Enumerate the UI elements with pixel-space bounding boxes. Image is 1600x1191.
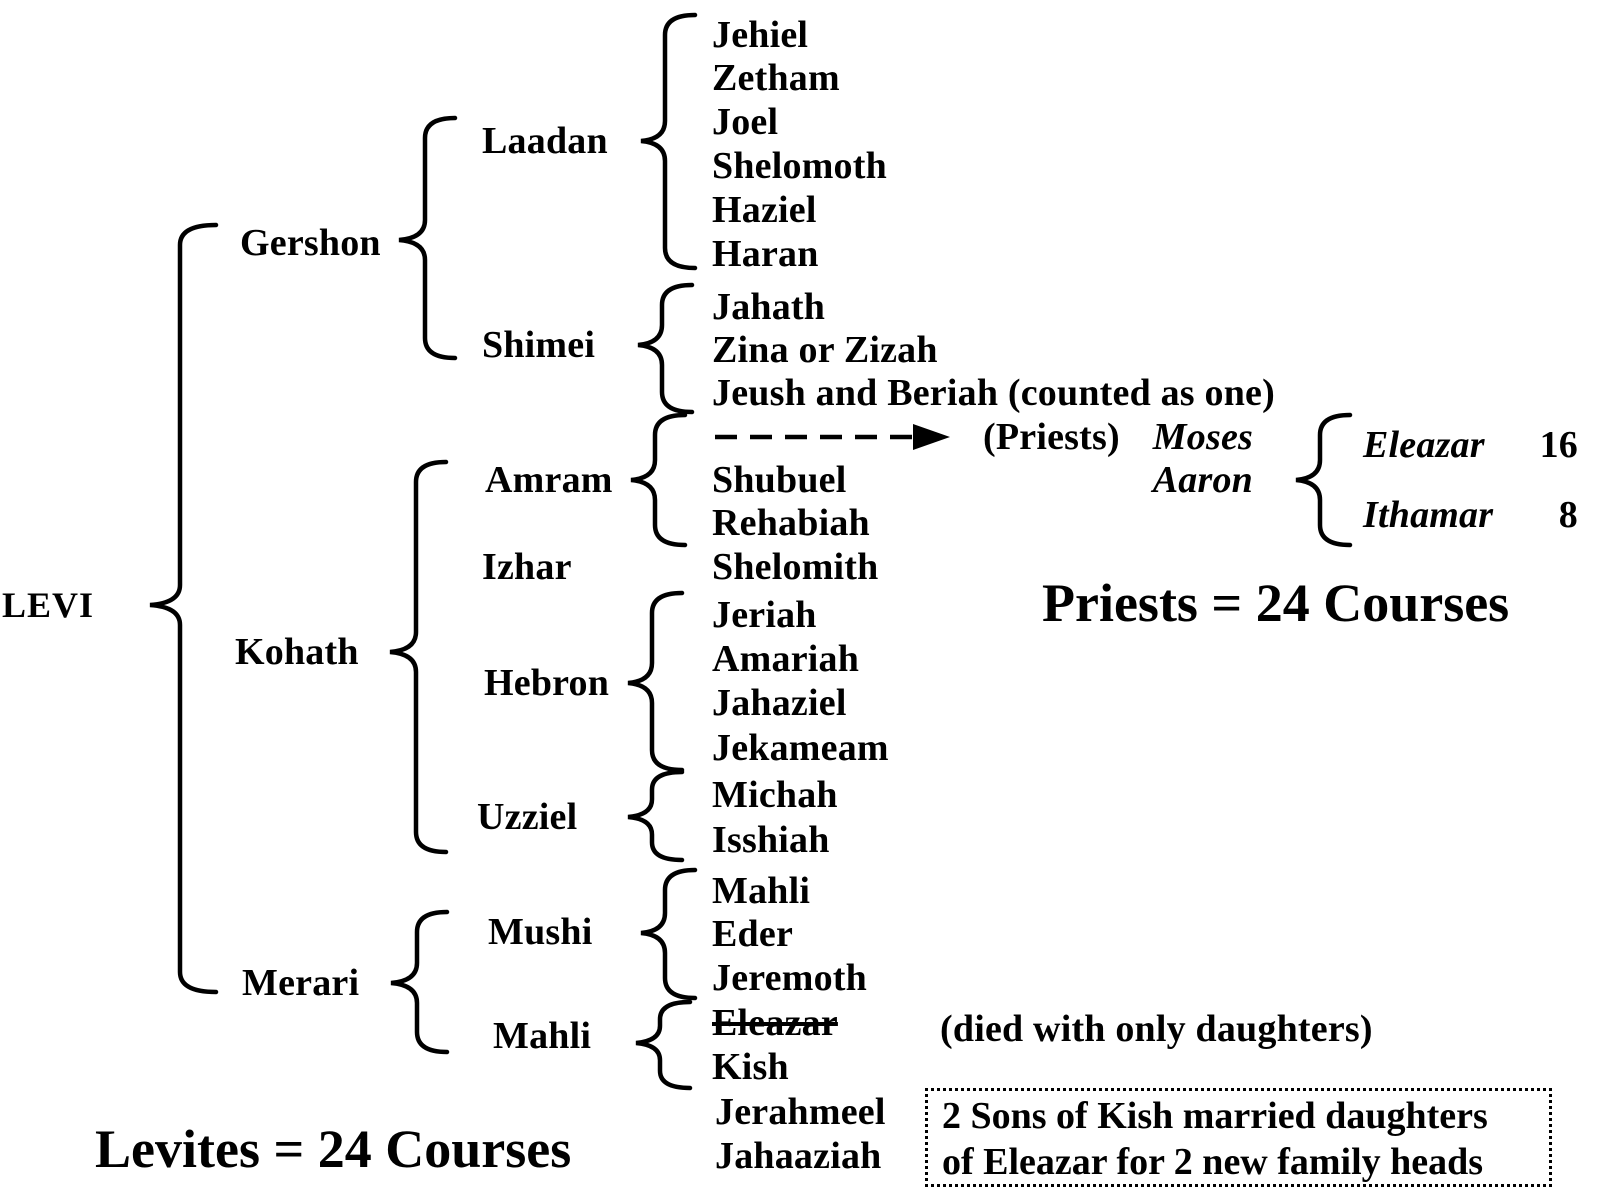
gershon-brace <box>399 118 455 358</box>
son-jekameam-label: Jekameam <box>712 727 889 769</box>
house-uzziel-label: Uzziel <box>477 796 578 838</box>
kish-note-line1: 2 Sons of Kish married daughters <box>942 1095 1488 1137</box>
died-daughters-note: (died with only daughters) <box>940 1008 1373 1050</box>
son-jahaziel-label: Jahaziel <box>712 682 847 724</box>
son-shelomoth-label: Shelomoth <box>712 145 887 187</box>
son-shubuel-label: Shubuel <box>712 459 847 501</box>
aaron-brace <box>1296 415 1350 545</box>
son-jahaaziah-label: Jahaaziah <box>715 1135 882 1177</box>
ithamar-courses-count: 8 <box>1558 494 1578 536</box>
son-shelomith-label: Shelomith <box>712 546 879 588</box>
son-zetham-label: Zetham <box>712 57 840 99</box>
son-jeremoth-label: Jeremoth <box>712 957 867 999</box>
son-rehabiah-label: Rehabiah <box>712 502 870 544</box>
moses-label: Moses <box>1152 416 1253 458</box>
son-eder-label: Eder <box>712 913 794 955</box>
son-kish-label: Kish <box>712 1046 789 1088</box>
son-joel-label: Joel <box>712 101 779 143</box>
son-amariah-label: Amariah <box>712 638 860 680</box>
son-jahath-label: Jahath <box>712 286 826 328</box>
house-mushi-label: Mushi <box>488 911 593 953</box>
mahli-brace <box>636 1002 690 1088</box>
kish-note-box <box>925 1088 1552 1187</box>
priest-ithamar-label: Ithamar <box>1363 494 1494 536</box>
mushi-brace <box>641 870 695 998</box>
son-jeriah-label: Jeriah <box>712 594 817 636</box>
son-jerahmeel-label: Jerahmeel <box>715 1091 886 1133</box>
house-hebron-label: Hebron <box>484 662 610 704</box>
son-eleazar-struck-label: Eleazar <box>712 1002 838 1044</box>
family-merari-label: Merari <box>242 962 360 1004</box>
levites-courses-heading: Levites = 24 Courses <box>95 1119 572 1179</box>
son-isshiah-label: Isshiah <box>712 819 830 861</box>
family-kohath-label: Kohath <box>235 631 359 673</box>
priests-arrow-head-icon <box>913 424 950 450</box>
son-zina-zizah-label: Zina or Zizah <box>712 329 938 371</box>
son-mahli-label: Mahli <box>712 870 811 912</box>
family-gershon-label: Gershon <box>240 222 381 264</box>
son-michah-label: Michah <box>712 774 838 816</box>
son-haziel-label: Haziel <box>712 189 817 231</box>
uzziel-brace <box>628 772 682 860</box>
kish-note-line2: of Eleazar for 2 new family heads <box>942 1141 1484 1183</box>
amram-brace <box>631 415 685 545</box>
house-mahli-label: Mahli <box>493 1015 592 1057</box>
house-shimei-label: Shimei <box>482 324 596 366</box>
son-haran-label: Haran <box>712 233 819 275</box>
merari-brace <box>391 912 447 1052</box>
eleazar-courses-count: 16 <box>1539 424 1578 466</box>
shimei-brace <box>638 285 692 412</box>
levi-brace <box>150 225 216 992</box>
priest-eleazar-label: Eleazar <box>1363 424 1485 466</box>
house-amram-label: Amram <box>485 459 613 501</box>
house-laadan-label: Laadan <box>482 120 608 162</box>
kohath-brace <box>390 462 446 852</box>
priests-courses-heading: Priests = 24 Courses <box>1042 573 1510 633</box>
hebron-brace <box>628 593 682 770</box>
aaron-label: Aaron <box>1152 459 1253 501</box>
son-jeush-beriah-label: Jeush and Beriah (counted as one) <box>712 372 1275 414</box>
son-jehiel-label: Jehiel <box>712 14 809 56</box>
levi-label: LEVI <box>2 585 95 625</box>
house-izhar-label: Izhar <box>482 546 572 588</box>
priests-arrow-label: (Priests) <box>983 416 1120 458</box>
laadan-brace <box>641 15 695 268</box>
